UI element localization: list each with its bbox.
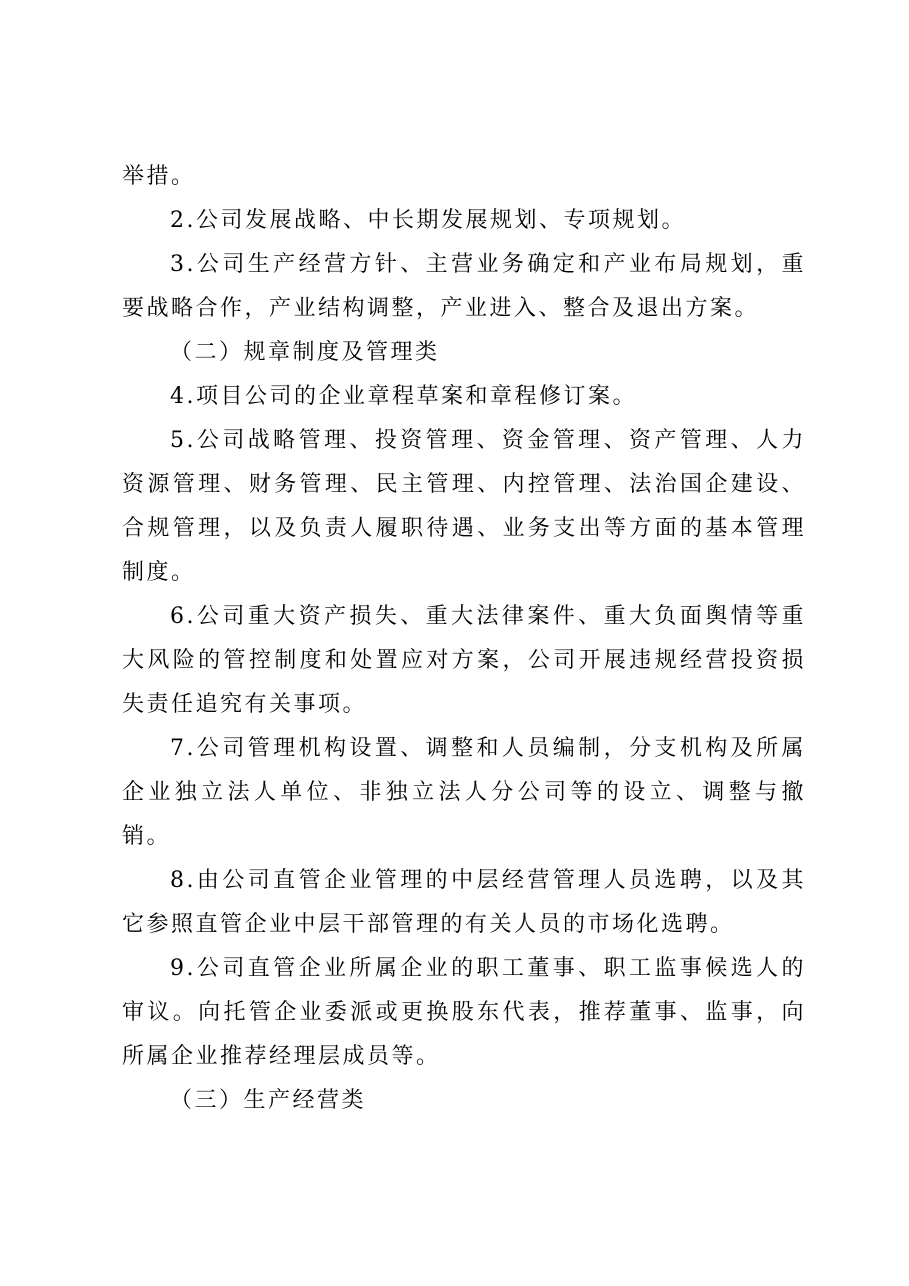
paragraph-item-2: 2.公司发展战略、中长期发展规划、专项规划。 (170, 208, 686, 233)
paragraph-item-5: 5.公司战略管理、投资管理、资金管理、资产管理、人力资源管理、财务管理、民主管理、内控管理、法治国企建设、合规管理，以及负责人履职待遇、业务支出等方面的基本管理制度。 (122, 428, 806, 585)
paragraph-item-8: 8.由公司直管企业管理的中层经营管理人员选聘，以及其它参照直管企业中层干部管理的有关人员的市场化选聘。 (122, 868, 806, 937)
paragraph-item-6: 6.公司重大资产损失、重大法律案件、重大负面舆情等重大风险的管控制度和处置应对方案，公司开展违规经营投资损失责任追究有关事项。 (122, 604, 806, 717)
paragraph-item-7: 7.公司管理机构设置、调整和人员编制，分支机构及所属企业独立法人单位、非独立法人分公司等的设立、调整与撤销。 (122, 736, 806, 849)
paragraph-item-3: 3.公司生产经营方针、主营业务确定和产业布局规划，重要战略合作，产业结构调整，产业进入、整合及退出方案。 (122, 252, 806, 321)
document-page (122, 155, 806, 1123)
section-heading-3: （三）生产经营类 (170, 1088, 367, 1113)
paragraph-continuation: 举措。 (122, 164, 196, 189)
section-heading-2: （二）规章制度及管理类 (170, 340, 440, 365)
paragraph-item-9: 9.公司直管企业所属企业的职工董事、职工监事候选人的审议。向托管企业委派或更换股东代表，推荐董事、监事，向所属企业推荐经理层成员等。 (122, 956, 806, 1069)
paragraph-item-4: 4.项目公司的企业章程草案和章程修订案。 (170, 384, 637, 409)
